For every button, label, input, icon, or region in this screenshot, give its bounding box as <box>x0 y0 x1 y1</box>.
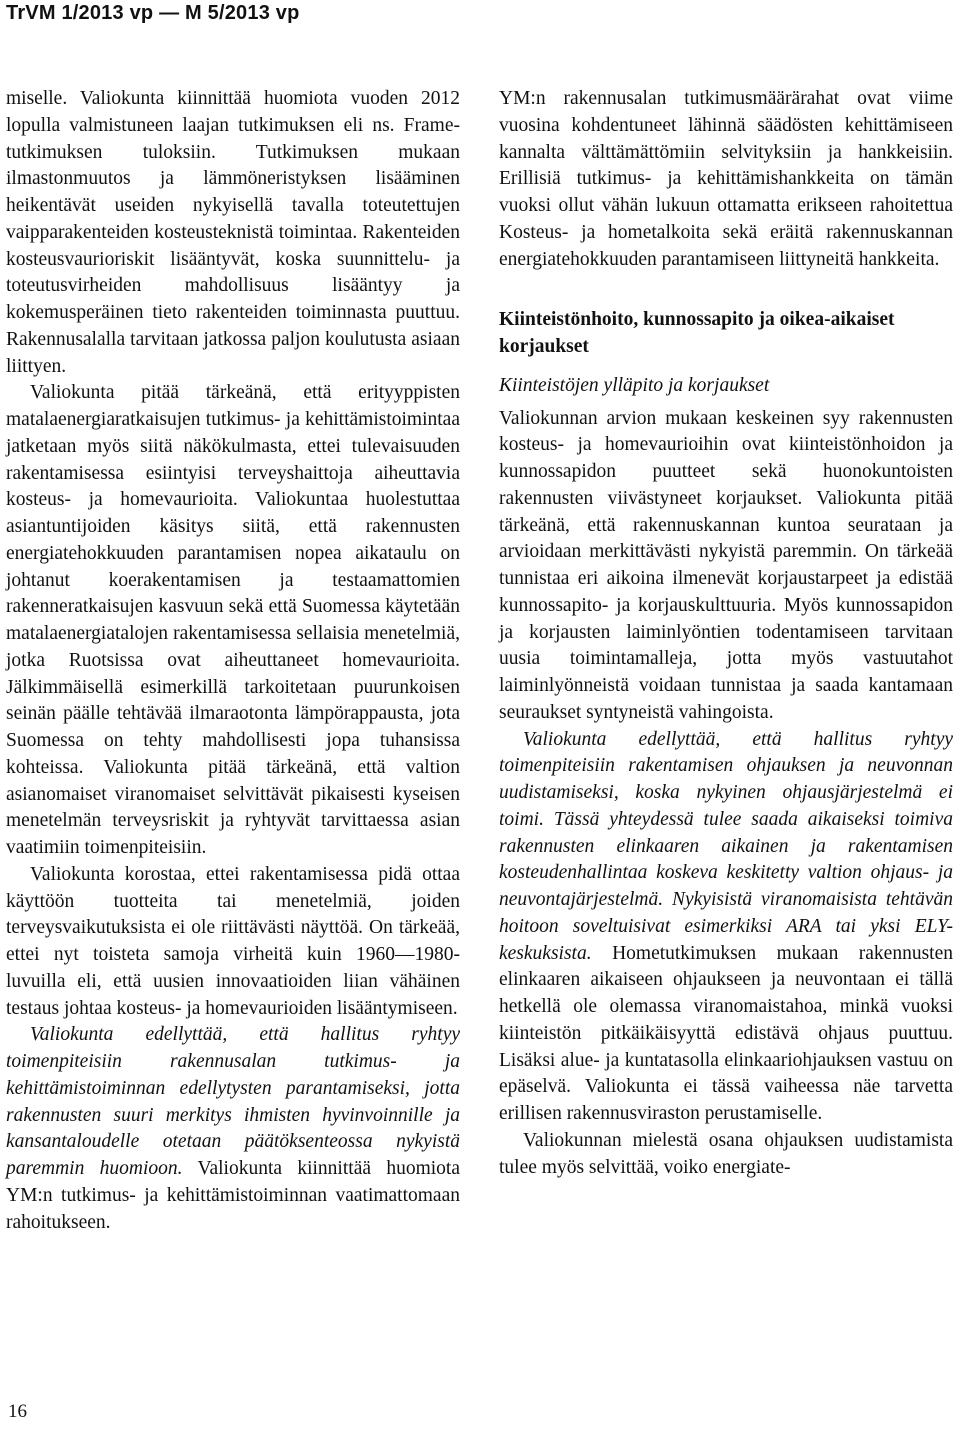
section-heading: Kiinteistönhoito, kunnossapito ja oikea-aikaiset korjaukset <box>499 309 895 357</box>
statement-paragraph <box>499 727 953 1128</box>
body-paragraph: Valiokunnan mielestä osana ohjauksen uudistamista tulee myös selvittää, voiko energiate- <box>499 1129 953 1178</box>
body-paragraph: miselle. Valiokunta kiinnittää huomiota vuoden 2012 lopulla valmistuneen laajan tutkimuksen eli ns. Frame-tutkimuksen tuloksiin. Tutkimuksen mukaan ilmastonmuutos ja lämmöneristyksen lisääminen heikentävät useiden nykyisellä tavalla toteutettujen vaipparakenteiden kosteusteknistä toimintaa. Rakenteiden kosteusvaurioriskit lisääntyvät, koska suunnittelu- ja toteutusvirheiden mahdollisuus lisääntyy ja kokemusperäinen tieto rakenteiden toiminnasta puuttuu. Rakennusalalla tarvitaan jatkossa paljon koulutusta asiaan liittyen. <box>6 88 460 377</box>
committee-requirement-text: Valiokunta edellyttää, että hallitus ryhtyy toimenpiteisiin rakentamisen ohjauksen ja neuvonnan uudistamiseksi, koska nykyinen ohjausjärjestelmä ei toimi. Tässä yhteydessä tulee saada aikaiseksi toimiva rakennusten elinkaaren aikainen ja rakentamisen kosteudenhallintaa koskeva keskitetty valtion ohjaus- ja neuvontajärjestelmä. Nykyisistä viranomaisista tehtävän hoitoon soveltuisivat esimerkiksi ARA tai yksi ELY-keskuksista. <box>499 728 953 964</box>
body-paragraph: Valiokunnan arvion mukaan keskeinen syy rakennusten kosteus- ja homevaurioihin ovat kiinteistönhoidon ja kunnossapidon puutteet sekä huonokuntoisten rakennusten viivästyneet korjaukset. Valiokunta pitää tärkeänä, että rakennuskannan kuntoa seurataan ja arvioidaan merkittävästi nykyistä paremmin. On tärkeää tunnistaa eri aikoina ilmenevät korjaustarpeet ja edistää kunnossapito- ja korjauskulttuuria. Myös kunnossapidon ja korjausten laiminlyöntien todentamiseen tarvitaan uusia toimintamalleja, jotta myös vastuutahot laiminlyönneistä voidaan tunnistaa ja saada kantamaan seuraukset syntyneistä vahingoista. <box>499 407 953 723</box>
committee-requirement-text: Valiokunta edellyttää, että hallitus ryhtyy toimenpiteisiin rakennusalan tutkimus- ja kehittämistoiminnan edellytysten parantamiseksi, jotta rakennusten suuri merkitys ihmisten hyvinvoinnille ja kansantaloudelle otetaan päätöksenteossa nykyistä paremmin huomioon. <box>6 1024 460 1179</box>
statement-paragraph <box>6 1022 460 1236</box>
body-paragraph: YM:n rakennusalan tutkimusmäärärahat ovat viime vuosina kohdentuneet lähinnä säädösten kehittämiseen kannalta välttämättömiin selvityksiin ja hankkeisiin. Erillisiä tutkimus- ja kehittämishankkeita on tämän vuoksi ollut vähän lukuun ottamatta erikseen rahoitettua Kosteus- ja hometalkoita sekä eräitä rakennuskannan energiatehokkuuden parantamiseen liittyneitä hankkeita. <box>499 88 953 270</box>
right-column <box>499 86 953 1181</box>
running-header: TrVM 1/2013 vp — M 5/2013 vp <box>6 2 300 24</box>
subsection-heading: Kiinteistöjen ylläpito ja korjaukset <box>499 374 770 396</box>
body-paragraph: Valiokunta pitää tärkeänä, että erityyppisten matalaenergiaratkaisujen tutkimus- ja kehittämistoimintaa jatketaan myös siitä näkökulmasta, ettei tulevaisuuden rakentamisessa esiintyisi terveyshaittoja aiheuttavia kosteus- ja homevaurioita. Valiokuntaa huolestuttaa asiantuntijoiden käsitys siitä, että rakennusten energiatehokkuuden parantamisen nopea aikataulu on johtanut koerakentamisen ja testaamattomien rakenneratkaisujen kasvuun sekä että Suomessa käytetään matalaenergiatalojen rakentamisessa sellaisia menetelmiä, jotka Ruotsissa ovat aiheuttaneet homevaurioita. Jälkimmäisellä esimerkillä tarkoitetaan puurunkoisen seinän päälle tehtävää ilmaraotonta lämpörappausta, jota Suomessa on tehty mahdollisesti jopa tuhansissa kohteissa. Valiokunta pitää tärkeänä, että valtion asianomaiset viranomaiset selvittävät pikaisesti kyseisen menetelmän terveysriskit ja ryhtyvät tarvittaessa asian vaatimiin toimenpiteisiin. <box>6 382 460 858</box>
body-paragraph: Valiokunta korostaa, ettei rakentamisessa pidä ottaa käyttöön tuotteita tai menetelmiä, joiden terveysvaikutuksista ei ole riittävästi näyttöä. On tärkeää, ettei nyt toisteta samoja virheitä kuin 1960—1980-luvuilla eli, että uusien innovaatioiden liian vähäinen testaus johtaa kosteus- ja homevaurioiden lisääntymiseen. <box>6 863 460 1019</box>
left-column <box>6 86 460 1236</box>
body-text: Hometutkimuksen mukaan rakennusten elinkaaren aikaiseen ohjaukseen ja neuvontaan ei tällä hetkellä ole olemassa viranomaistahoa, minkä vuoksi kiinteistön pitkäikäisyyttä edistävä ohjaus puuttuu. Lisäksi alue- ja kuntatasolla elinkaariohjauksen vastuu on epäselvä. Valiokunta ei tässä vaiheessa näe tarvetta erillisen rakennusviraston perustamiselle. <box>499 942 953 1124</box>
body-text: Valiokunta kiinnittää huomiota YM:n tutkimus- ja kehittämistoiminnan vaatimattomaan rahoitukseen. <box>6 1158 460 1233</box>
page-number: 16 <box>8 1401 27 1422</box>
